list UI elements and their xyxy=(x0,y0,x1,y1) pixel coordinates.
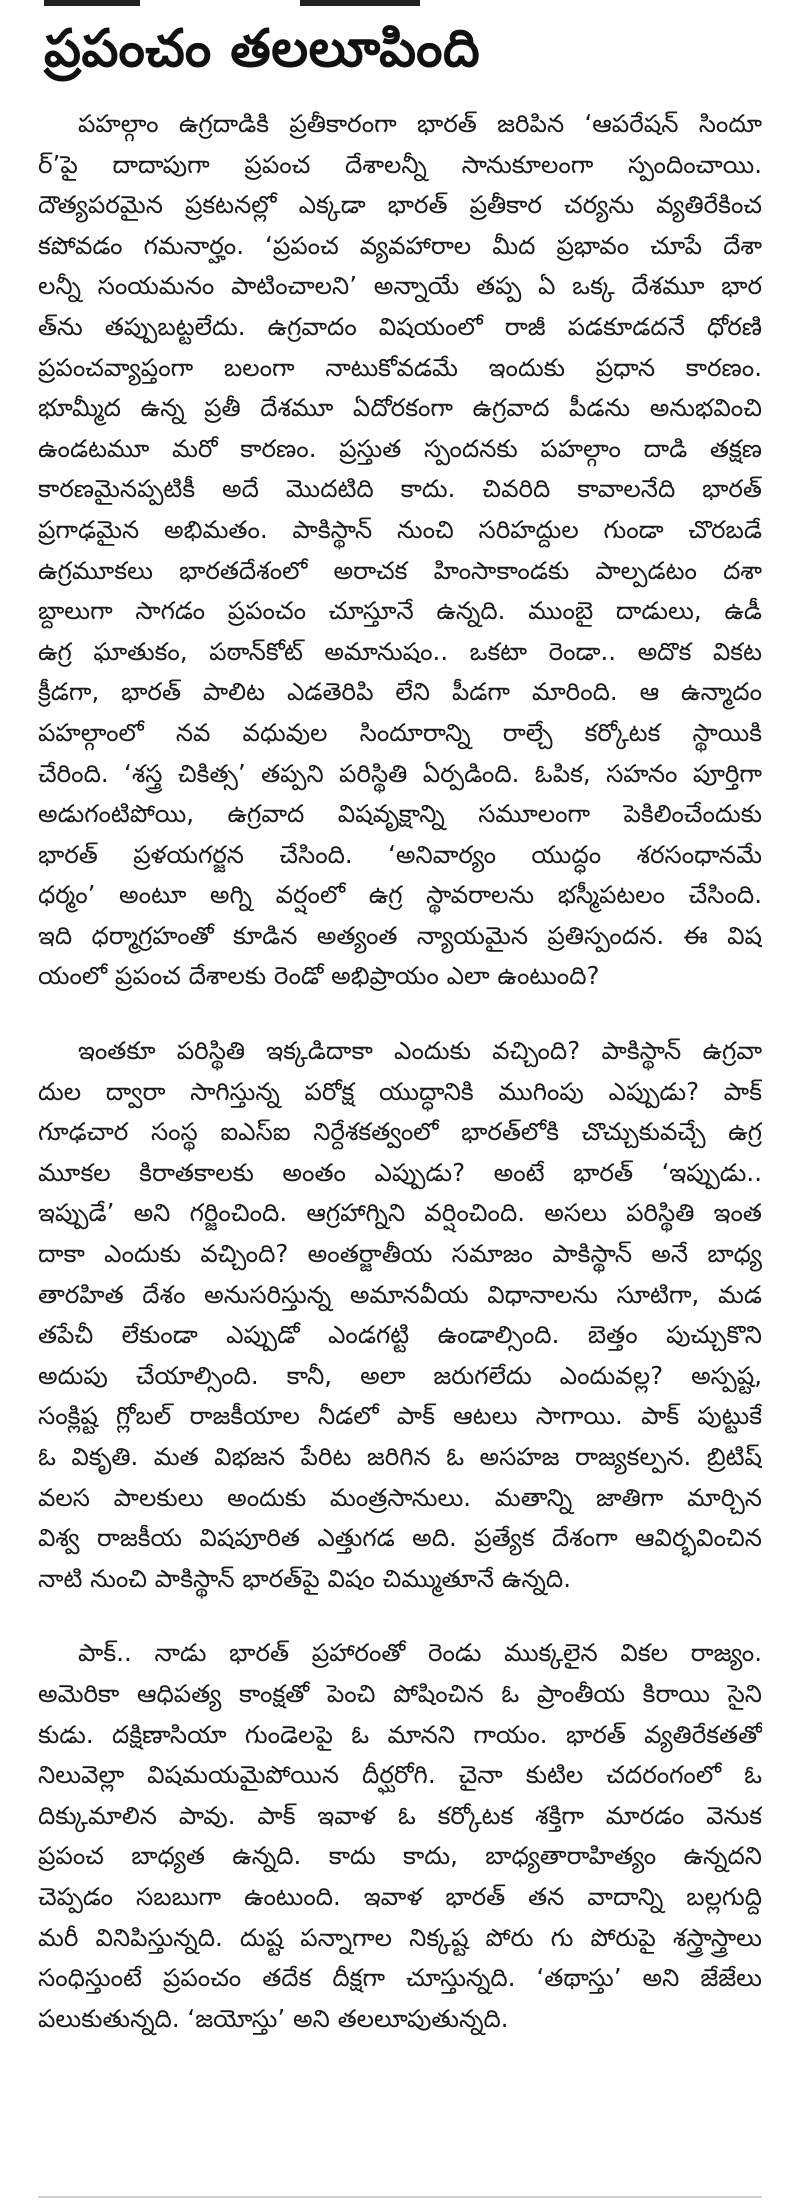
text-line: పాక్.. నాడు భారత్ ప్రహారంతో రెండు ముక్కలైన వికల రాజ్యం. xyxy=(78,1638,762,1668)
text-line: చెప్పడం సబబుగా ఉంటుంది. ఇవాళ భారత్ తన వాదాన్ని బల్లగుద్ది xyxy=(38,1881,762,1911)
text-line: ఉగ్రమూకలు భారతదేశంలో అరాచక హింసాకాండకు పాల్పడటం దశా xyxy=(38,555,762,585)
top-border-right xyxy=(300,0,420,6)
text-line: అడుగంటిపోయి, ఉగ్రవాద విషవృక్షాన్ని సమూలంగా పెకిలించేందుకు xyxy=(38,799,762,829)
text-line: తారహిత దేశం అనుసరిస్తున్న అమానవీయ విధానాలను సూటిగా, మడ xyxy=(38,1279,762,1309)
text-line: బ్దాలుగా సాగడం ప్రపంచం చూస్తూనే ఉన్నది. ముంబై దాడులు, ఉడీ xyxy=(38,596,762,626)
text-line: ఇప్పుడే’ అని గర్జించింది. ఆగ్రహాగ్నిని వర్షించింది. అసలు పరిస్థితి ఇంత xyxy=(38,1198,762,1228)
text-line: లన్నీ సంయమనం పాటించాలని’ అన్నాయే తప్ప ఏ ఒక్క దేశమూ భార xyxy=(38,271,762,301)
text-line: పహల్గాంలో నవ వధువుల సిందూరాన్ని రాల్చే కర్కోటక స్థాయికి xyxy=(38,717,762,747)
text-line: భూమ్మీద ఉన్న ప్రతీ దేశమూ ఏదోరకంగా ఉగ్రవాద పీడను అనుభవించి xyxy=(38,393,762,423)
text-line: విశ్వ రాజకీయ విషపూరిత ఎత్తుగడ అది. ప్రత్యేక దేశంగా ఆవిర్భవించిన xyxy=(38,1523,762,1553)
text-line: ఇంతకూ పరిస్థితి ఇక్కడిదాకా ఎందుకు వచ్చింది? పాకిస్థాన్ ఉగ్రవా xyxy=(78,1036,762,1066)
text-line: దౌత్యపరమైన ప్రకటనల్లో ఎక్కడా భారత్ ప్రతీకార చర్యను వ్యతిరేకించ xyxy=(38,190,762,220)
text-line: భారత్ ప్రళయగర్జన చేసింది. ‘అనివార్యం యుద్ధం శరసంధానమే xyxy=(38,839,762,869)
article-body xyxy=(38,104,762,2073)
text-line: చేరింది. ‘శస్త్ర చికిత్స’ తప్పని పరిస్థితి ఏర్పడింది. ఓపిక, సహనం పూర్తిగా xyxy=(38,758,762,788)
text-line: కుడు. దక్షిణాసియా గుండెలపై ఓ మానని గాయం. భారత్ వ్యతిరేకతతో xyxy=(38,1719,762,1749)
text-line: సంక్లిష్ట గ్లోబల్ రాజకీయాల నీడలో పాక్ ఆటలు సాగాయి. పాక్ పుట్టుకే xyxy=(38,1401,762,1431)
text-line: యంలో ప్రపంచ దేశాలకు రెండో అభిప్రాయం ఎలా ఉంటుంది? xyxy=(38,961,600,991)
text-line: ధర్మం’ అంటూ అగ్ని వర్షంలో ఉగ్ర స్థావరాలను భస్మీపటలం చేసింది. xyxy=(38,880,762,910)
text-line: పలుకుతున్నది. ‘జయోస్తు’ అని తలలూపుతున్నది. xyxy=(38,2003,509,2033)
text-line: నాటి నుంచి పాకిస్థాన్ భారత్‌పై విషం చిమ్ముతూనే ఉన్నది. xyxy=(38,1563,571,1593)
text-line: ఉగ్ర ఘాతుకం, పఠాన్‌కోట్ అమానుషం.. ఒకటా రెండా.. అదొక వికట xyxy=(38,636,762,666)
top-border-left xyxy=(44,0,140,6)
text-line: దిక్కుమాలిన పావు. పాక్ ఇవాళ ఓ కర్కోటక శక్తిగా మారడం వెనుక xyxy=(38,1800,762,1830)
text-line: త్‌ను తప్పుబట్టలేదు. ఉగ్రవాదం విషయంలో రాజీ పడకూడదనే ధోరణి xyxy=(38,311,762,341)
text-line: ఉండటమూ మరో కారణం. ప్రస్తుత స్పందనకు పహల్గాం దాడి తక్షణ xyxy=(38,433,762,463)
text-line: కపోవడం గమనార్హం. ‘ప్రపంచ వ్యవహారాల మీద ప్రభావం చూపే దేశా xyxy=(38,230,762,260)
bottom-divider xyxy=(38,2196,762,2198)
paragraph xyxy=(38,1633,762,2039)
text-line: మూకల కిరాతకాలకు అంతం ఎప్పుడు? అంటే భారత్ ‘ఇప్పుడు.. xyxy=(38,1157,762,1187)
text-line: కారణమైనప్పటికీ అదే మొదటిది కాదు. చివరిది కావాలనేది భారత్ xyxy=(38,474,762,504)
text-line: సంధిస్తుంటే ప్రపంచం తదేక దీక్షగా చూస్తున్నది. ‘తథాస్తు’ అని జేజేలు xyxy=(38,1963,762,1993)
text-line: ఓ వికృతి. మత విభజన పేరిట జరిగిన ఓ అసహజ రాజ్యకల్పన. బ్రిటిష్ xyxy=(38,1442,762,1471)
text-line: పహల్గాం ఉగ్రదాడికి ప్రతీకారంగా భారత్ జరిపిన ‘ఆపరేషన్ సిందూ xyxy=(78,109,762,138)
text-line: ఇది ధర్మాగ్రహంతో కూడిన అత్యంత న్యాయమైన ప్రతిస్పందన. ఈ విష xyxy=(38,920,762,950)
text-line: ప్రపంచవ్యాప్తంగా బలంగా నాటుకోవడమే ఇందుకు ప్రధాన కారణం. xyxy=(38,352,762,382)
text-line: అదుపు చేయాల్సింది. కానీ, అలా జరుగలేదు ఎందువల్ల? అస్పష్ట, xyxy=(38,1360,762,1390)
text-line: నిలువెల్లా విషమయమైపోయిన దీర్ఘరోగి. చైనా కుటిల చదరంగంలో ఓ xyxy=(38,1760,762,1790)
paragraph xyxy=(38,104,762,997)
article-headline: ప్రపంచం తలలూపింది xyxy=(44,19,481,79)
text-line: ప్రగాఢమైన అభిమతం. పాకిస్థాన్ నుంచి సరిహద్దుల గుండా చొరబడే xyxy=(38,514,762,544)
text-line: ర్’పై దాదాపుగా ప్రపంచ దేశాలన్నీ సానుకూలంగా స్పందించాయి. xyxy=(38,149,762,179)
paragraph xyxy=(38,1031,762,1599)
text-line: క్రీడగా, భారత్ పాలిట ఎడతెరిపి లేని పీడగా మారింది. ఆ ఉన్మాదం xyxy=(38,677,762,707)
text-line: తపేచీ లేకుండా ఎప్పుడో ఎండగట్టి ఉండాల్సింది. బెత్తం పుచ్చుకొని xyxy=(38,1320,762,1350)
text-line: దుల ద్వారా సాగిస్తున్న పరోక్ష యుద్ధానికి ముగింపు ఎప్పుడు? పాక్ xyxy=(38,1076,762,1106)
text-line: ప్రపంచ బాధ్యత ఉన్నది. కాదు కాదు, బాధ్యతారాహిత్యం ఉన్నదని xyxy=(38,1841,762,1871)
text-line: మరీ వినిపిస్తున్నది. దుష్ట పన్నాగాల నిక్కష్ట పోరు గు పోరుపై శస్త్రాస్త్రాలు xyxy=(38,1922,762,1952)
text-line: దాకా ఎందుకు వచ్చింది? అంతర్జాతీయ సమాజం పాకిస్థాన్ అనే బాధ్య xyxy=(38,1239,762,1269)
text-line: అమెరికా ఆధిపత్య కాంక్షతో పెంచి పోషించిన ఓ ప్రాంతీయ కిరాయి సైని xyxy=(38,1678,762,1708)
text-line: గూఢచార సంస్థ ఐఎస్ఐ నిర్దేశకత్వంలో భారత్‌లోకి చొచ్చుకువచ్చే ఉగ్ర xyxy=(38,1117,762,1147)
top-border xyxy=(0,0,800,6)
text-line: వలస పాలకులు అందుకు మంత్రసానులు. మతాన్ని జాతిగా మార్చిన xyxy=(38,1482,762,1512)
